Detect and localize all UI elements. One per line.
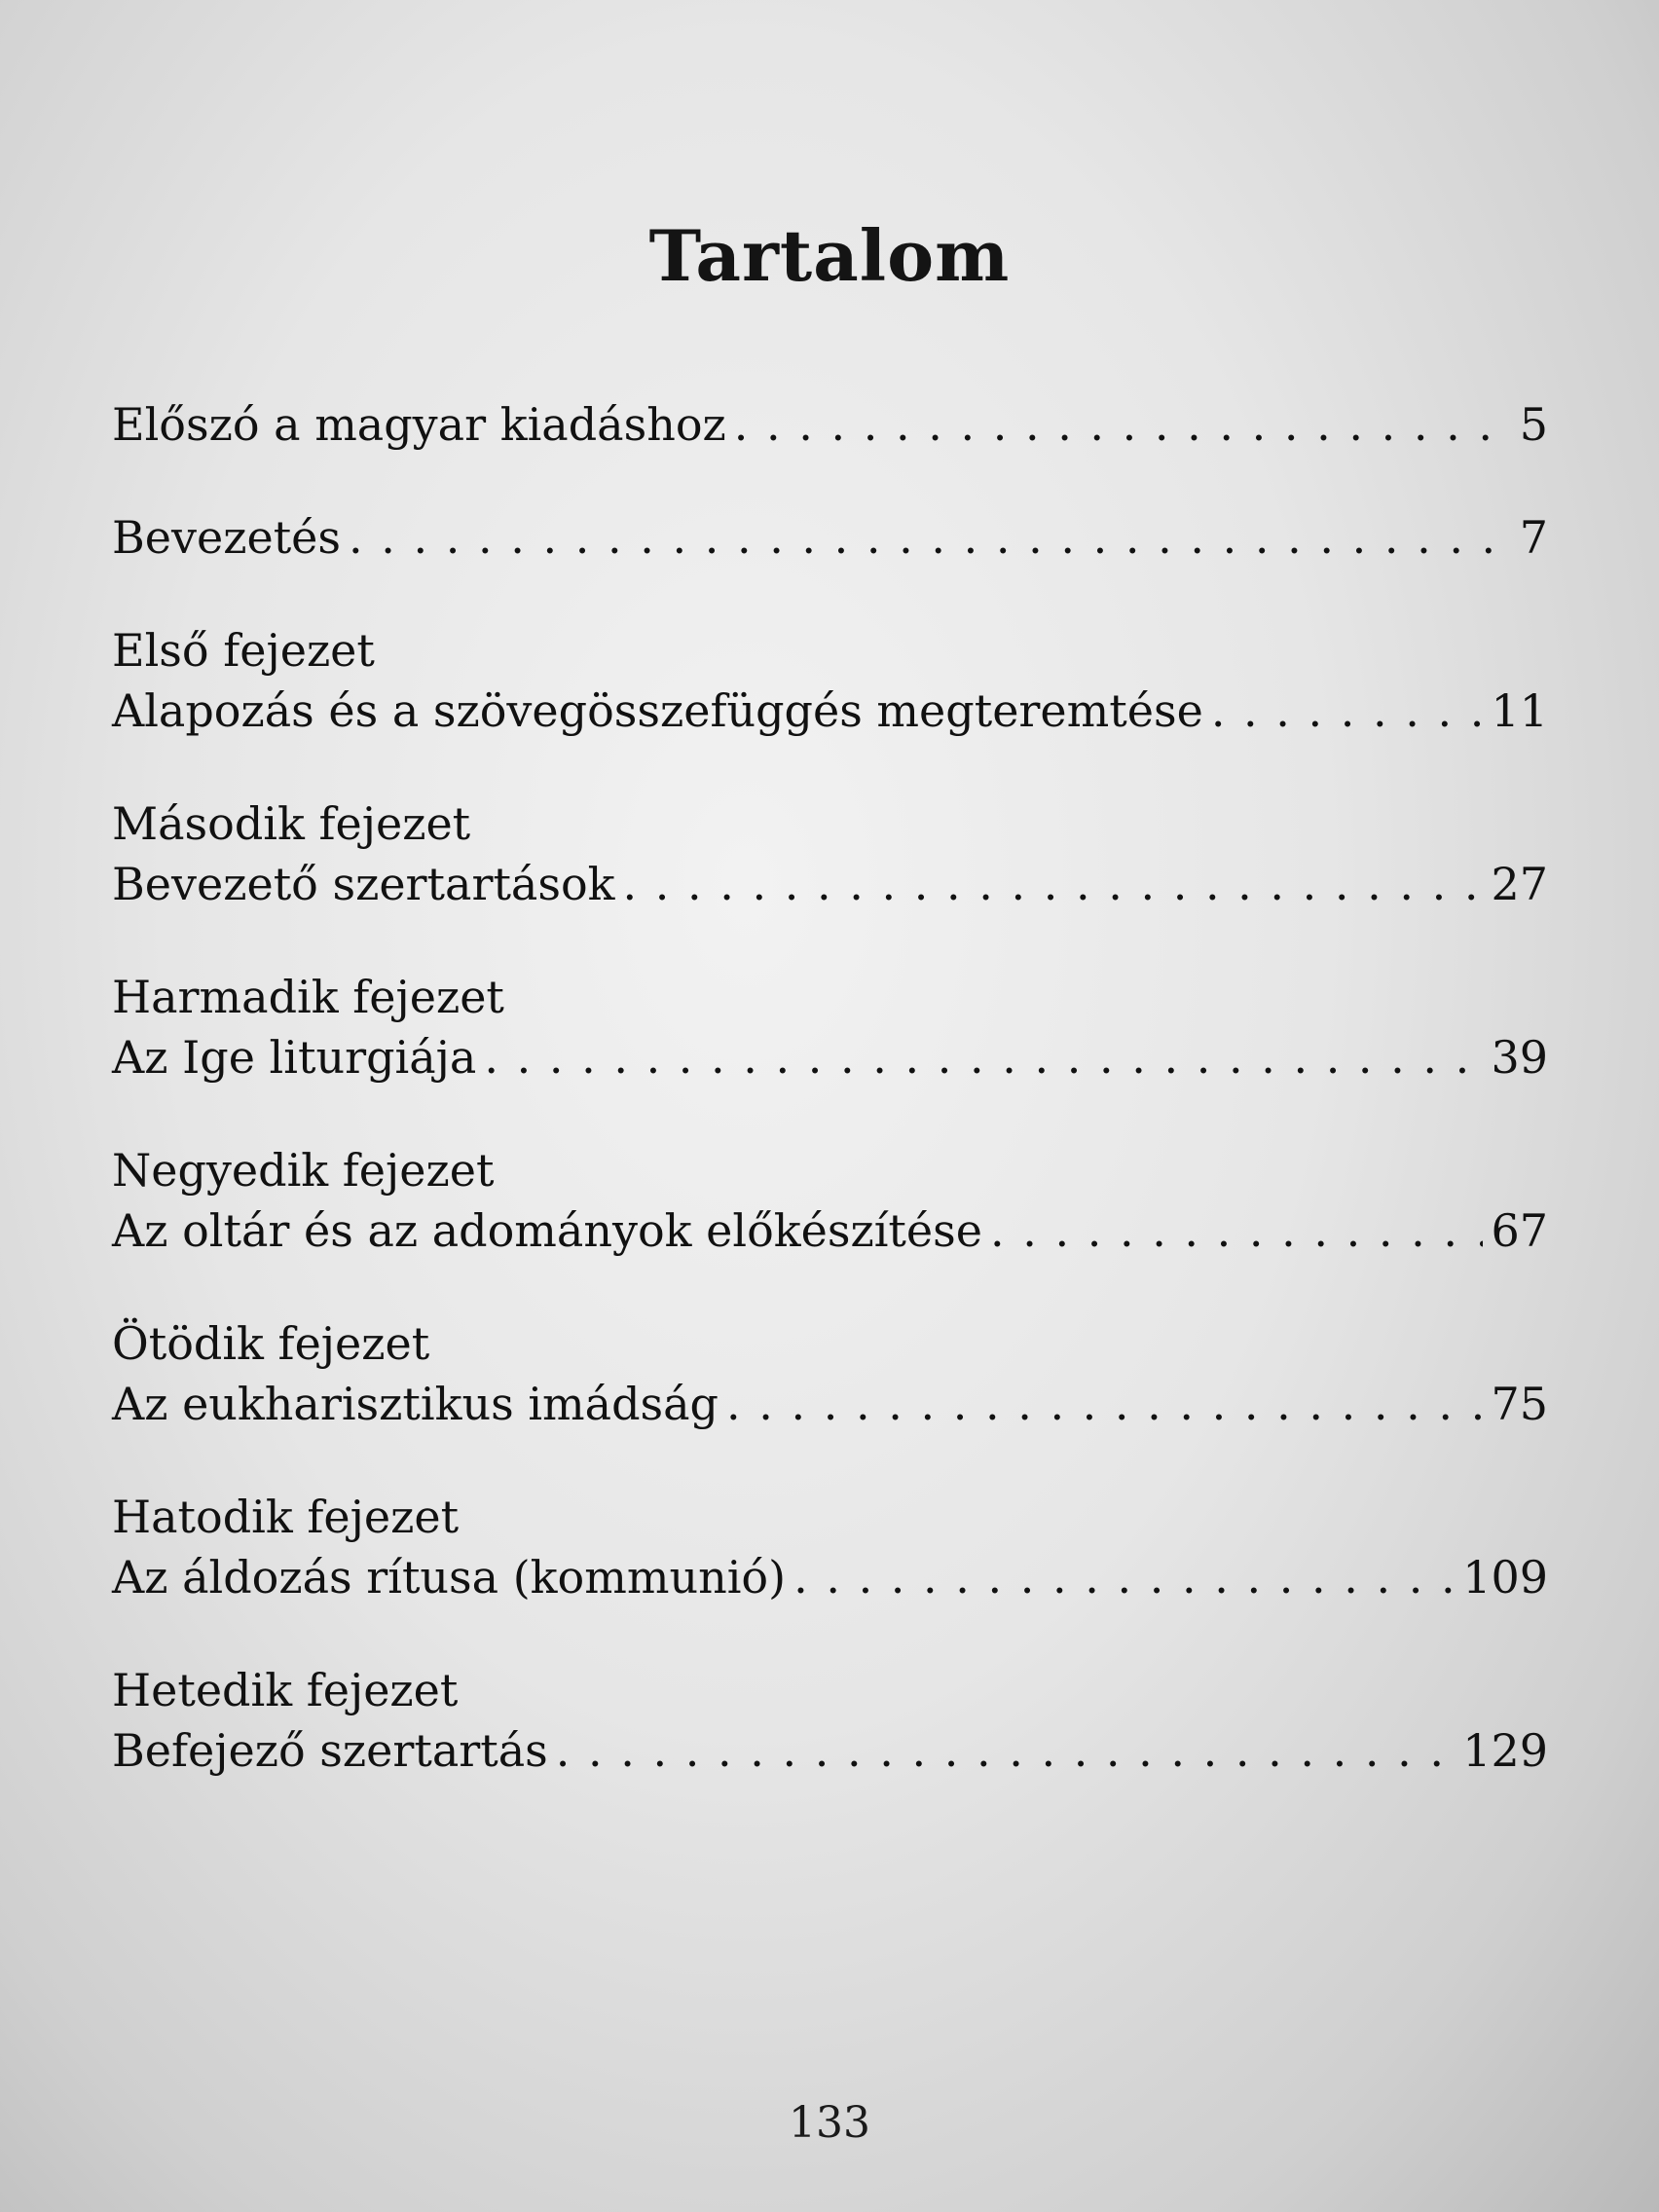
toc-entry-page: 129: [1462, 1724, 1548, 1777]
toc-entry-title: Előszó a magyar kiadáshoz: [112, 398, 726, 451]
dot-leader: [990, 1200, 1483, 1261]
toc-entry-page: 7: [1519, 511, 1548, 564]
page-number: 133: [789, 2098, 870, 2148]
chapter-label: Harmadik fejezet: [112, 971, 504, 1023]
toc-row: [112, 1547, 1548, 1607]
chapter-label: Ötödik fejezet: [112, 1317, 430, 1370]
toc-entry-title: Bevezető szertartások: [112, 858, 615, 910]
toc-entry-title: Alapozás és a szövegösszefüggés megteremtése: [112, 684, 1203, 737]
dot-leader: [726, 1374, 1483, 1434]
toc-row: [112, 1200, 1548, 1261]
toc-entry: [112, 967, 1548, 1088]
toc-row: [112, 854, 1548, 914]
toc-entry-page: 5: [1519, 398, 1548, 451]
toc-entry-page: 75: [1491, 1378, 1548, 1430]
table-of-contents: [112, 394, 1548, 1833]
toc-entry: [112, 1313, 1548, 1434]
toc-row: [112, 1374, 1548, 1434]
dot-leader: [793, 1547, 1455, 1607]
toc-entry: [112, 620, 1548, 741]
toc-entry-title: Az oltár és az adományok előkészítése: [112, 1204, 982, 1257]
dot-leader: [734, 394, 1512, 455]
chapter-label: Második fejezet: [112, 797, 471, 850]
chapter-label: Hetedik fejezet: [112, 1664, 459, 1716]
dot-leader: [484, 1027, 1483, 1088]
toc-entry-page: 67: [1491, 1204, 1548, 1257]
toc-row: [112, 507, 1548, 568]
chapter-label: Hatodik fejezet: [112, 1491, 460, 1543]
toc-entry-page: 39: [1491, 1031, 1548, 1084]
dot-leader: [623, 854, 1484, 914]
toc-entry-title: Bevezetés: [112, 511, 342, 564]
toc-entry-title: Az eukharisztikus imádság: [112, 1378, 719, 1430]
chapter-label: Negyedik fejezet: [112, 1144, 495, 1197]
toc-row: [112, 681, 1548, 741]
toc-entry: [112, 1140, 1548, 1261]
toc-entry: [112, 394, 1548, 455]
toc-entry-page: 11: [1491, 684, 1548, 737]
toc-entry-title: Az Ige liturgiája: [112, 1031, 477, 1084]
dot-leader: [349, 507, 1512, 568]
dot-leader: [1211, 681, 1484, 741]
toc-row: [112, 1027, 1548, 1088]
toc-entry-title: Az áldozás rítusa (kommunió): [112, 1551, 787, 1604]
toc-entry-page: 27: [1491, 858, 1548, 910]
toc-row: [112, 394, 1548, 455]
toc-entry-page: 109: [1462, 1551, 1548, 1604]
toc-entry: [112, 1660, 1548, 1781]
toc-entry-title: Befejező szertartás: [112, 1724, 548, 1777]
toc-entry: [112, 507, 1548, 568]
page-title: Tartalom: [648, 214, 1011, 297]
toc-entry: [112, 1487, 1548, 1607]
toc-row: [112, 1720, 1548, 1781]
chapter-label: Első fejezet: [112, 624, 375, 677]
toc-entry: [112, 793, 1548, 914]
dot-leader: [556, 1720, 1455, 1781]
